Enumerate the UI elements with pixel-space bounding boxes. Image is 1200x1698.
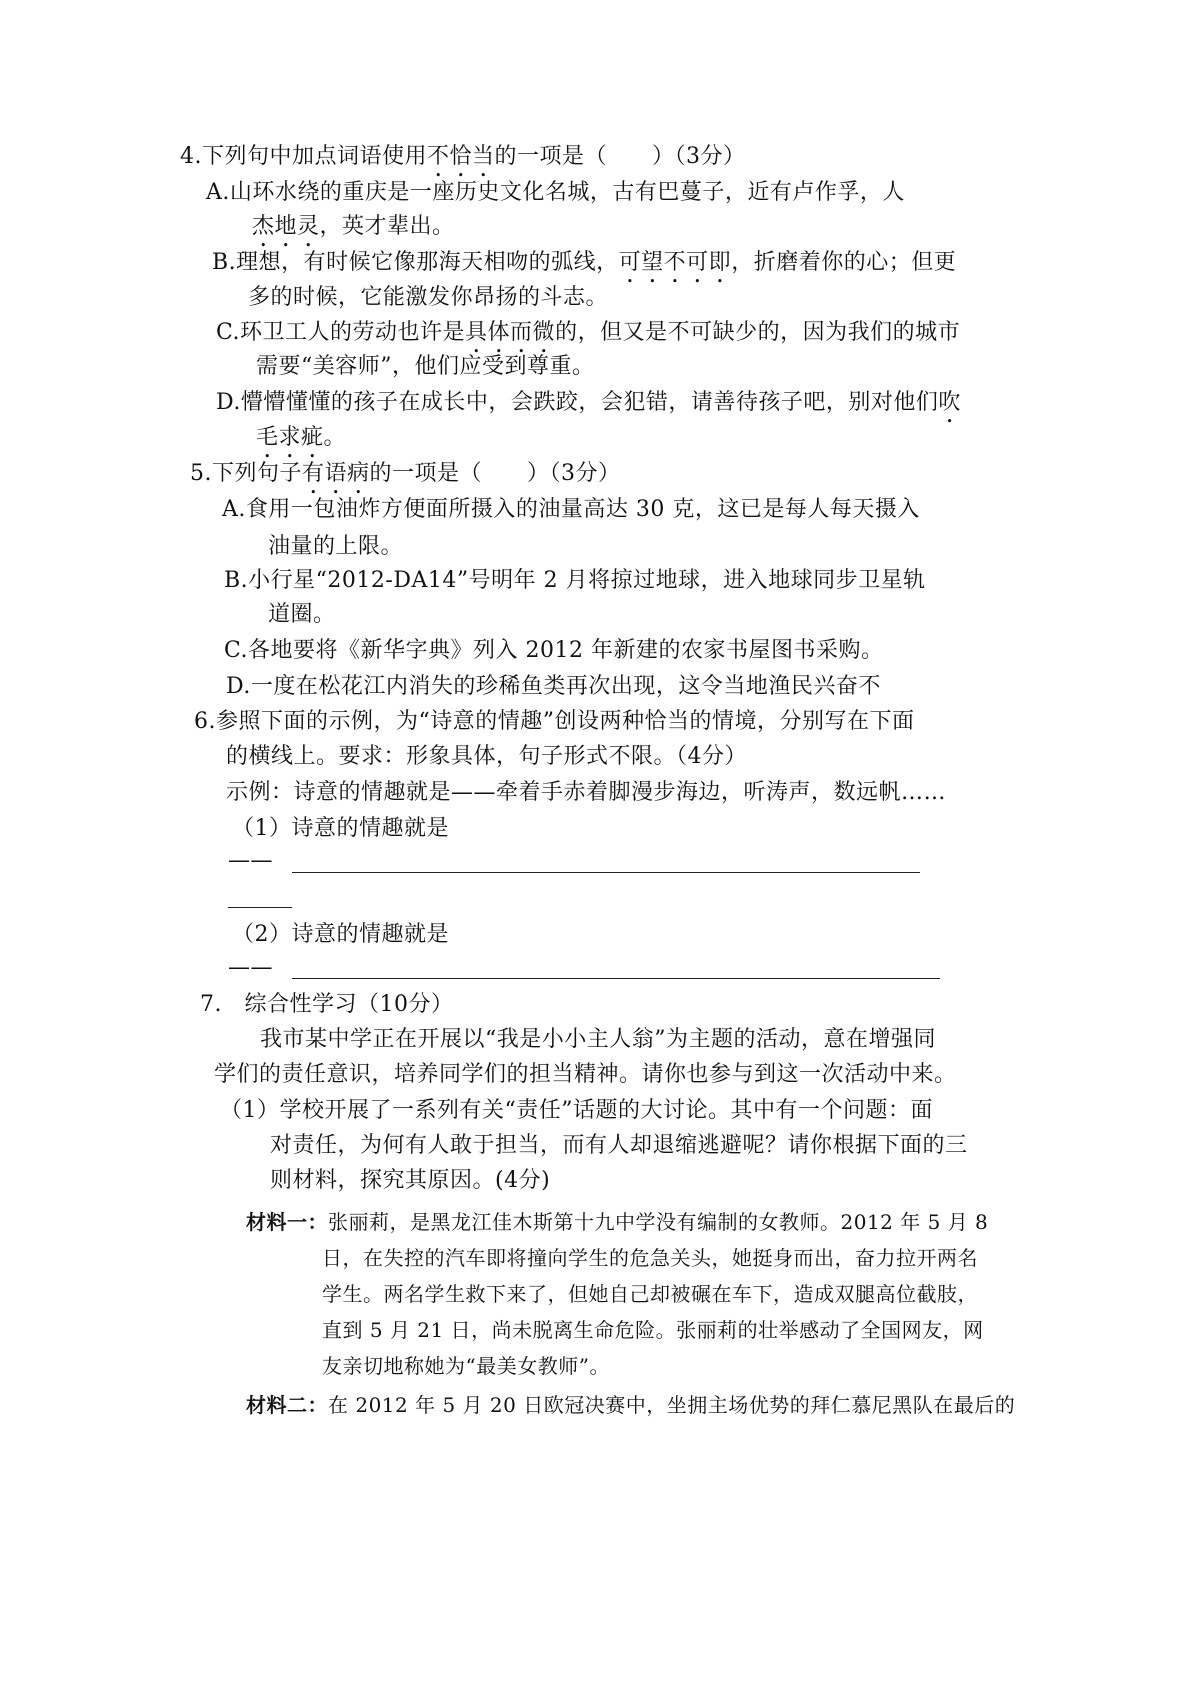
q7-title: 7. 综合性学习（10分）	[200, 992, 454, 1017]
q4-option-d-rest: 。	[323, 425, 347, 450]
material-1-line1	[246, 1207, 988, 1237]
q5-option-c: C.各地要将《新华字典》列入 2012 年新建的农家书屋图书采购。	[224, 638, 884, 663]
q4-option-a-emphasis: 杰地灵	[252, 214, 320, 239]
q6-stem-line1: 6.参照下面的示例，为“诗意的情趣”创设两种恰当的情境，分别写在下面	[194, 709, 915, 734]
answer-line-2[interactable]	[292, 978, 940, 979]
q4-option-d-line1	[216, 388, 961, 428]
q4-option-b-emphasis: 可望不可即	[618, 250, 732, 275]
q5-option-b-line1: B.小行星“2012-DA14”号明年 2 月将掠过地球，进入地球同步卫星轨	[224, 568, 926, 593]
q4-option-d-emphasis-2: 毛求疵	[256, 425, 324, 450]
material-2-text: 在 2012 年 5 月 20 日欧冠决赛中，坐拥主场优势的拜仁慕尼黑队在最后的	[328, 1393, 1016, 1417]
material-1-label: 材料一：	[246, 1210, 328, 1234]
material-1-line5: 友亲切地称她为“最美女教师”。	[322, 1354, 610, 1378]
q6-prompt-1: （1）诗意的情趣就是	[232, 816, 449, 841]
q5-option-a-line2: 油量的上限。	[268, 534, 404, 559]
q6-stem-line2: 的横线上。要求：形象具体，句子形式不限。（4分）	[226, 744, 747, 769]
q4-option-d-emphasis: 吹	[938, 390, 961, 415]
q5-option-a-line1: A.食用一包油炸方便面所摄入的油量高达 30 克，这已是每人每天摄入	[222, 497, 920, 522]
q7-sub1-line2: 对责任，为何有人敢于担当，而有人却退缩逃避呢？请你根据下面的三	[270, 1133, 968, 1158]
q7-sub1-line1: （1）学校开展了一系列有关“责任”话题的大讨论。其中有一个问题：面	[220, 1098, 933, 1123]
material-1-line2: 日，在失控的汽车即将撞向学生的危急关头，她挺身而出，奋力拉开两名	[322, 1246, 978, 1270]
answer-line-1[interactable]	[292, 872, 920, 873]
q6-example: 示例：诗意的情趣就是——牵着手赤着脚漫步海边，听涛声，数远帆……	[226, 780, 947, 805]
q7-intro-line1: 我市某中学正在开展以“我是小小主人翁”为主题的活动，意在增强同	[260, 1027, 936, 1052]
answer-line-1-continuation[interactable]	[228, 907, 292, 908]
q4-option-c-text: C.环卫工人的劳动也许是	[216, 320, 466, 345]
q4-option-b-line2: 多的时候，它能激发你昂扬的斗志。	[248, 285, 609, 310]
q4-option-c-emphasis: 具体而微	[465, 320, 556, 345]
q4-option-c-rest: 的，但又是不可缺少的，因为我们的城市	[555, 320, 961, 345]
q4-option-c-line2: 需要“美容师”，他们应受到尊重。	[256, 354, 595, 379]
q4-stem-score: 的一项是（ ）（3分）	[494, 144, 746, 169]
q6-dash-1: ——	[228, 848, 273, 873]
material-2-line1	[246, 1390, 1015, 1420]
q4-option-a-rest: ，英才辈出。	[319, 214, 455, 239]
q4-stem	[180, 142, 746, 182]
q5-stem	[190, 459, 621, 499]
q4-option-a-line2	[252, 212, 455, 252]
q4-option-b-text: B.理想，有时候它像那海天相吻的弧线，	[212, 250, 619, 275]
q7-sub1-line3: 则材料，探究其原因。(4分)	[270, 1168, 551, 1193]
q4-option-a-line1: A.山环水绕的重庆是一座历史文化名城，古有巴蔓子，近有卢作孚，人	[206, 180, 905, 205]
q4-option-d-line2	[256, 423, 346, 463]
q5-stem-emphasis: 有语病	[302, 461, 370, 486]
q5-stem-score: 的一项是（ ）（3分）	[369, 461, 621, 486]
q7-intro-line2: 学们的责任意识，培养同学们的担当精神。请你也参与到这一次活动中来。	[214, 1062, 957, 1087]
q5-option-b-line2: 道圈。	[268, 602, 336, 627]
q4-stem-text: 4.下列句中加点词语使用	[180, 144, 427, 169]
q5-stem-text: 5.下列句子	[190, 461, 302, 486]
q6-dash-2: ——	[228, 955, 273, 980]
material-2-label: 材料二：	[246, 1393, 328, 1417]
q6-prompt-2: （2）诗意的情趣就是	[232, 922, 449, 947]
material-1-line3: 学生。两名学生救下来了，但她自己却被碾在车下，造成双腿高位截肢，	[322, 1282, 978, 1306]
q4-option-d-text: D.懵懵懂懂的孩子在成长中，会跌跤，会犯错，请善待孩子吧，别对他们	[216, 390, 939, 415]
q4-option-b-line1	[212, 248, 956, 288]
q4-option-b-rest: ，折磨着你的心；但更	[731, 250, 957, 275]
material-1-line4: 直到 5 月 21 日，尚未脱离生命危险。张丽莉的壮举感动了全国网友，网	[322, 1318, 984, 1342]
material-1-text: 张丽莉，是黑龙江佳木斯第十九中学没有编制的女教师。2012 年 5 月 8	[328, 1210, 989, 1234]
q4-stem-emphasis: 不恰当	[427, 144, 495, 169]
q5-option-d: D.一度在松花江内消失的珍稀鱼类再次出现，这令当地渔民兴奋不	[226, 674, 881, 699]
